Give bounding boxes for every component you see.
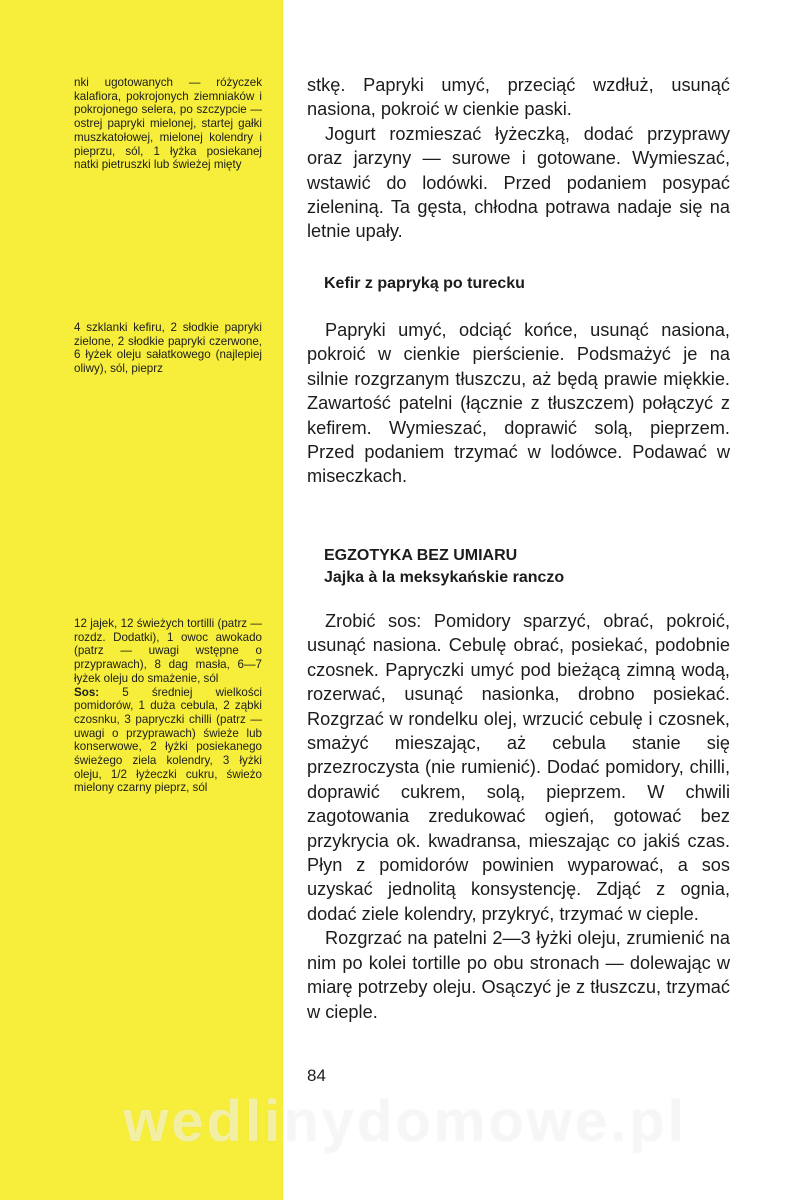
main-text-top xyxy=(307,73,730,244)
main-text-jajka xyxy=(307,609,730,1024)
watermark: wedlinydomowe.pl xyxy=(123,1089,687,1154)
sidebar-ingredients-kefir: 4 szklanki kefiru, 2 słodkie papryki zielone, 2 słodkie papryki czerwone, 6 łyżek oleju sałatkowego (najlepiej oliwy), sól, pieprz xyxy=(74,321,262,376)
recipe-title-kefir: Kefir z papryką po turecku xyxy=(324,275,525,292)
ingredients-jajka-main: 12 jajek, 12 świeżych tortilli (patrz — rozdz. Dodatki), 1 owoc awokado (patrz — uwagi wstępne o przyprawach), 8 dag masła, 6—7 łyżek oleju do smażenie, sól xyxy=(74,617,262,685)
paragraph-sos: Zrobić sos: Pomidory sparzyć, obrać, pokroić, usunąć nasiona. Cebulę obrać, posiekać, podobnie czosnek. Papryczki umyć pod bieżącą zimną wodą, rozerwać, usunąć nasionka, drobno posiekać. Rozgrzać w rondelku olej, wrzucić cebulę i czosnek, smażyć mieszając, aż cebula stanie się przezroczysta (nie rumienić). Dodać pomidory, chilli, doprawić cukrem, solą, pieprzem. W chwili zagotowania zredukować ogień, gotować bez przykrycia ok. kwadransa, mieszając co jakiś czas. Płyn z pomidorów powinien wyparować, a sos uzyskać jednolitą konsystencję. Zdjąć z ognia, dodać ziele kolendry, przykryć, trzymać w cieple. xyxy=(307,611,730,924)
paragraph-continuation: stkę. Papryki umyć, przeciąć wzdłuż, usunąć nasiona, pokroić w cienkie paski. xyxy=(307,75,730,120)
paragraph-kefir: Papryki umyć, odciąć końce, usunąć nasiona, pokroić w cienkie pierścienie. Podsmażyć je na silnie rozgrzanym tłuszczu, aż będą prawie miękkie. Zawartość patelni (łącznie z tłuszczem) połączyć z kefirem. Wymieszać, doprawić solą, pieprzem. Przed podaniem trzymać w lodówce. Podawać w miseczkach. xyxy=(307,320,730,487)
sidebar-yellow-column xyxy=(0,0,283,1200)
ingredients-sos xyxy=(74,686,262,796)
paragraph-jogurt: Jogurt rozmieszać łyżeczką, dodać przyprawy oraz jarzyny — surowe i gotowane. Wymieszać, wstawić do lodówki. Przed podaniem posypać zieleniną. Ta gęsta, chłodna potrawa nadaje się na letnie upały. xyxy=(307,123,730,242)
sidebar-ingredients-note-1: nki ugotowanych — różyczek kalafiora, pokrojonych ziemniaków i pokrojonego selera, po szczypcie — ostrej papryki mielonej, startej gałki muszkatołowej, mielonej kolendry i pieprzu, sól, 1 łyżka posiekanej natki pietruszki lub świeżej mięty xyxy=(74,76,262,172)
sidebar-ingredients-jajka xyxy=(74,617,262,795)
main-text-kefir xyxy=(307,318,730,489)
recipe-title-jajka: Jajka à la meksykańskie ranczo xyxy=(324,569,565,586)
sos-label: Sos: xyxy=(74,685,100,699)
sos-text: 5 średniej wielkości pomidorów, 1 duża cebula, 2 ząbki czosnku, 3 papryczki chilli (patrz — uwagi o przyprawach) świeże lub konserwowe, 2 łyżki posiekanego świeżego ziela kolendry, 3 łyżki oleju, 1/2 łyżeczki cukru, świeżo mielony czarny pieprz, sól xyxy=(74,685,262,795)
page-number: 84 xyxy=(307,1066,326,1085)
paragraph-tortille: Rozgrzać na patelni 2—3 łyżki oleju, zrumienić na nim po kolei tortille po obu stronach — dolewając w miarę potrzeby oleju. Osączyć je z tłuszczu, trzymać w cieple. xyxy=(307,928,730,1022)
section-title: EGZOTYKA BEZ UMIARU xyxy=(324,547,518,564)
